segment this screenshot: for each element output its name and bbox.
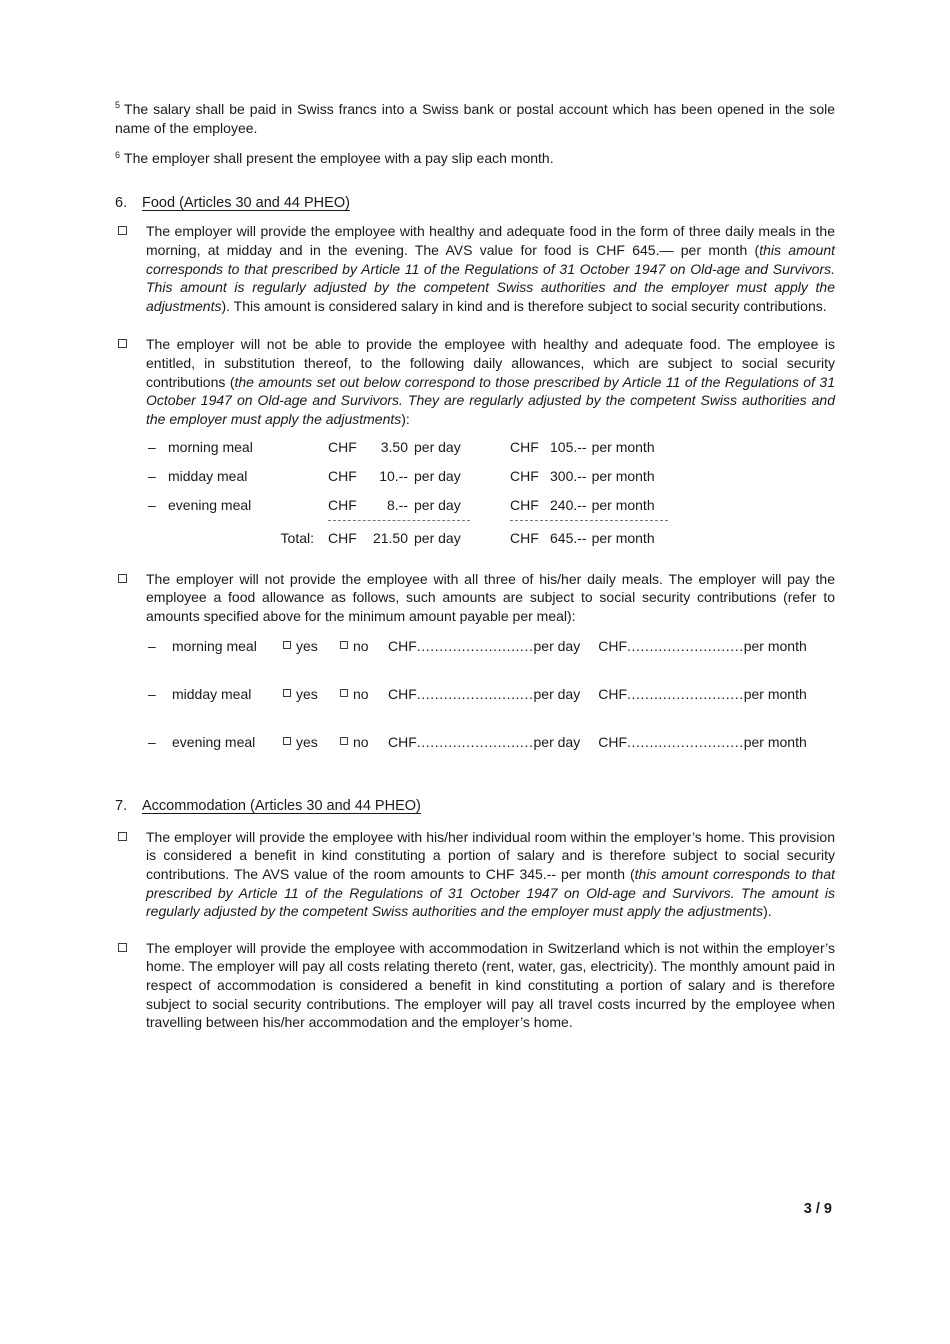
no-option — [340, 685, 388, 704]
italic-run: the amounts set out below correspond to those prescribed by Article 11 of the Regulations of 31 October 1947 on Old-age and Survivors. They are regularly adjusted by the competent Swiss authorities and the employer must apply the adjustments — [146, 373, 835, 427]
bullet-dash: – — [148, 467, 156, 484]
amount-per-month: 240.-- — [550, 496, 587, 513]
currency-label: CHF — [328, 439, 357, 456]
section-7-heading — [115, 797, 835, 816]
meal-allowance-table — [148, 438, 835, 547]
checkbox[interactable] — [118, 832, 127, 841]
total-amount-per-month: 645.-- — [550, 530, 587, 547]
amount-per-month-field[interactable]: .......................... — [627, 733, 744, 750]
currency-label: CHF — [328, 530, 357, 547]
unit-label: per month — [591, 530, 655, 547]
meal-label: evening meal — [168, 496, 252, 513]
amount-per-day: 3.50 — [380, 439, 408, 456]
unit-label: per day — [533, 638, 581, 655]
checkbox[interactable] — [118, 574, 127, 583]
yes-checkbox[interactable] — [283, 737, 291, 745]
text-run: The employer will provide the employee with healthy and adequate food in the form of three daily meals in the morning, at midday and in the evening. The AVS value for food is CHF 645.— per month ( — [146, 223, 835, 258]
yes-label: yes — [296, 733, 318, 750]
meal-row-morning — [148, 438, 835, 457]
total-amount-per-day: 21.50 — [372, 530, 408, 547]
meal-row-midday — [148, 467, 835, 486]
paragraph-text — [146, 939, 835, 1032]
text-run: The employer will provide the employee with his/her individual room within the employer’s home. This provision is considered a benefit in kind constituting a portion of salary and is therefore subject to social security contributions. The AVS value of the room amounts to CHF 345.-- per month ( — [146, 828, 835, 883]
amount-per-day-field[interactable]: .......................... — [416, 733, 534, 750]
food-option-provided-item — [115, 222, 835, 315]
section-6-heading — [115, 194, 835, 213]
currency-label: CHF — [510, 496, 539, 513]
paragraph-text — [146, 222, 835, 315]
footnote-6 — [115, 149, 835, 168]
currency-label: CHF — [388, 638, 417, 655]
unit-label: per day — [414, 496, 461, 513]
footnote-5 — [115, 100, 835, 137]
yes-checkbox[interactable] — [283, 689, 291, 697]
no-option — [340, 637, 388, 656]
yes-option — [283, 733, 340, 752]
bullet-dash: – — [148, 496, 156, 513]
food-option-allowance-item — [115, 335, 835, 428]
amount-per-day: 10.-- — [379, 467, 408, 484]
meal-total-row — [148, 529, 835, 548]
unit-label: per month — [743, 638, 807, 655]
currency-label: CHF — [328, 496, 357, 513]
footnote-text: The employer shall present the employee with a pay slip each month. — [124, 150, 554, 167]
accommodation-option-room-item — [115, 828, 835, 921]
currency-label: CHF — [510, 467, 539, 484]
separator-line — [510, 520, 668, 521]
amount-per-day: 8.-- — [387, 496, 408, 513]
text-run: ): — [401, 410, 410, 427]
text-run: The employer will not be able to provide the employee with healthy and adequate food. The employee is entitled, in substitution thereof, to the following daily allowances, which are subject to social security contributions ( — [146, 336, 835, 390]
unit-label: per month — [743, 733, 807, 750]
italic-run: this amount corresponds to that prescribed by Article 11 of the Regulations of 31 October 1947 on Old-age and Survivors. This amount is regularly adjusted by the competent Swiss authorities and the employer must apply the adjustments — [146, 241, 835, 314]
table-separator — [148, 519, 835, 521]
unit-label: per month — [591, 467, 655, 484]
section-title: Accommodation (Articles 30 and 44 PHEO) — [142, 798, 421, 815]
yes-checkbox[interactable] — [283, 641, 291, 649]
meal-label: midday meal — [168, 467, 248, 484]
amount-per-month: 105.-- — [550, 439, 587, 456]
no-label: no — [353, 638, 369, 655]
currency-label: CHF — [510, 439, 539, 456]
amount-per-day-field[interactable]: .......................... — [416, 638, 534, 655]
no-checkbox[interactable] — [340, 641, 348, 649]
food-option-partial-item — [115, 570, 835, 626]
text-run: ). This amount is considered salary in kind and is therefore subject to social security contributions. — [221, 297, 827, 314]
yes-label: yes — [296, 686, 318, 703]
accommodation-option-external-item — [115, 939, 835, 1032]
unit-label: per month — [591, 496, 655, 513]
paragraph-text — [146, 570, 835, 626]
yes-option — [283, 637, 340, 656]
checkbox[interactable] — [118, 226, 127, 235]
unit-label: per day — [533, 686, 581, 703]
currency-label: CHF — [388, 686, 417, 703]
currency-label: CHF — [388, 733, 417, 750]
currency-label: CHF — [598, 686, 627, 703]
no-label: no — [353, 733, 369, 750]
section-number: 7. — [115, 798, 128, 815]
section-number: 6. — [115, 194, 128, 211]
amount-per-month: 300.-- — [550, 467, 587, 484]
unit-label: per day — [414, 467, 461, 484]
checkbox[interactable] — [118, 339, 127, 348]
currency-label: CHF — [510, 530, 539, 547]
no-option — [340, 733, 388, 752]
separator-line — [328, 520, 470, 521]
text-run: The employer will provide the employee with accommodation in Switzerland which is not within the employer’s home. The employer will pay all costs relating thereto (rent, water, gas, electricity). The monthly amount paid in respect of accommodation is considered a benefit in kind constituting a portion of salary and is therefore subject to social security contributions. The employer will pay all travel costs incurred by the employee when travelling between his/her accommodation and the employer’s home. — [146, 939, 835, 1031]
unit-label: per month — [743, 686, 807, 703]
footnote-text: The salary shall be paid in Swiss francs into a Swiss bank or postal account which has been opened in the sole name of the employee. — [115, 101, 835, 136]
bullet-dash: – — [148, 733, 156, 750]
footnote-marker: 6 — [115, 149, 121, 160]
amount-per-month-field[interactable]: .......................... — [627, 638, 744, 655]
unit-label: per day — [414, 530, 461, 547]
paragraph-text — [146, 828, 835, 921]
text-run: ). — [763, 903, 772, 920]
no-checkbox[interactable] — [340, 737, 348, 745]
meal-label: midday meal — [172, 686, 252, 703]
allowance-row-midday — [148, 685, 835, 704]
no-label: no — [353, 686, 369, 703]
no-checkbox[interactable] — [340, 689, 348, 697]
text-run: The employer will not provide the employee with all three of his/her daily meals. The employer will pay the employee a food allowance as follows, such amounts are subject to social security contributions (refer to amounts specified above for the minimum amount payable per meal): — [146, 570, 835, 624]
total-label: Total: — [280, 530, 314, 547]
meal-row-evening — [148, 496, 835, 515]
meal-label: morning meal — [172, 638, 257, 655]
unit-label: per day — [414, 439, 461, 456]
meal-label: evening meal — [172, 733, 256, 750]
meal-label: morning meal — [168, 439, 253, 456]
bullet-dash: – — [148, 439, 156, 456]
unit-label: per month — [591, 439, 655, 456]
amount-per-day-field[interactable]: .......................... — [416, 686, 534, 703]
bullet-dash: – — [148, 686, 156, 703]
page-number: 3 / 9 — [803, 1201, 832, 1217]
footnote-marker: 5 — [115, 100, 121, 111]
allowance-row-morning — [148, 637, 835, 656]
section-title: Food (Articles 30 and 44 PHEO) — [142, 194, 350, 211]
currency-label: CHF — [598, 733, 627, 750]
yes-option — [283, 685, 340, 704]
unit-label: per day — [533, 733, 581, 750]
bullet-dash: – — [148, 638, 156, 655]
currency-label: CHF — [328, 467, 357, 484]
paragraph-text — [146, 335, 835, 428]
allowance-row-evening — [148, 733, 835, 752]
yes-label: yes — [296, 638, 318, 655]
checkbox[interactable] — [118, 943, 127, 952]
amount-per-month-field[interactable]: .......................... — [627, 686, 744, 703]
currency-label: CHF — [598, 638, 627, 655]
italic-run: this amount corresponds to that prescribed by Article 11 of the Regulations of 31 October 1947 on Old-age and Survivors. The amount is regularly adjusted by the competent Swiss authorities and the employer must apply the adjustments — [146, 866, 836, 920]
